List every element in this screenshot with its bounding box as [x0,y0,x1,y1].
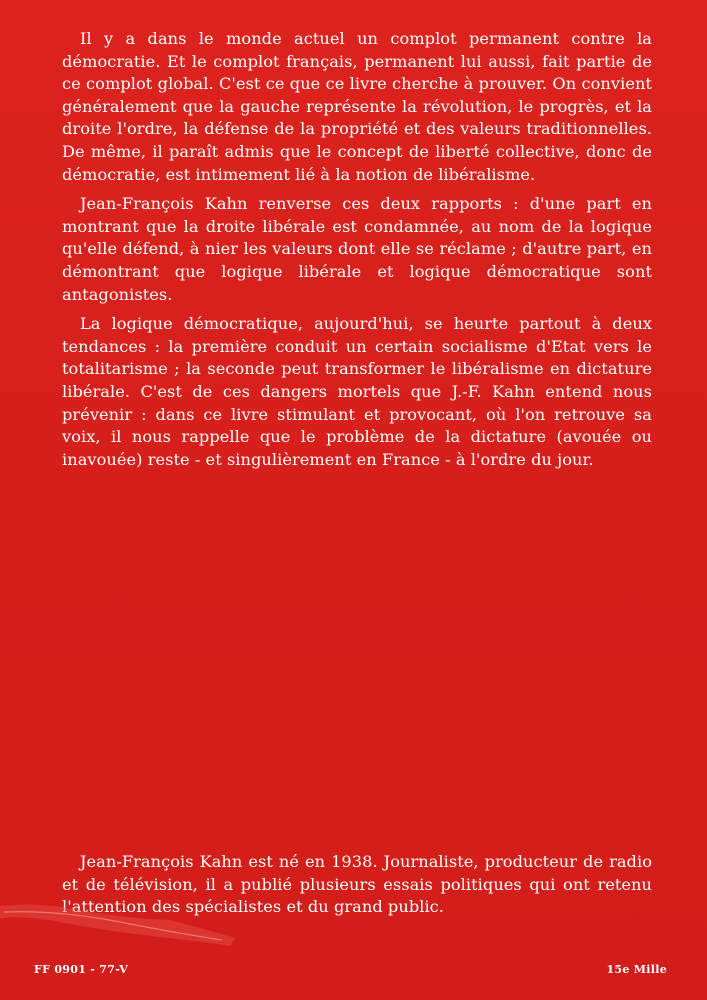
blurb-paragraph-3: La logique démocratique, aujourd'hui, se heurte partout à deux tendances : la première conduit un certain socialisme d'Etat vers le totalitarisme ; la seconde peut transformer le libéralisme en dictature libérale. C'est de ces dangers mortels que J.-F. Kahn entend nous prévenir : dans ce livre stimulant et provocant, où l'on retrouve sa voix, il nous rappelle que le problème de la dictature (avouée ou inavouée) reste - et singulièrement en France - à l'ordre du jour. [62,314,652,469]
blurb-text [62,28,652,478]
catalog-code: FF 0901 - 77-V [34,963,129,976]
blurb-paragraph-1: Il y a dans le monde actuel un complot permanent contre la démocratie. Et le complot français, permanent lui aussi, fait partie de ce complot global. C'est ce que ce livre cherche à prouver. On convient généralement que la gauche représente la révolution, le progrès, et la droite l'ordre, la défense de la propriété et des valeurs traditionnelles. De même, il paraît admis que le concept de liberté collective, donc de démocratie, est intimement lié à la notion de libéralisme. [62,29,652,184]
printing-count: 15e Mille [606,963,667,976]
blurb-paragraph-2: Jean-François Kahn renverse ces deux rapports : d'une part en montrant que la droite libérale est condamnée, au nom de la logique qu'elle défend, à nier les valeurs dont elle se réclame ; d'autre part, en démontrant que logique libérale et logique démocratique sont antagonistes. [62,194,652,304]
author-bio [62,851,652,926]
author-bio-text: Jean-François Kahn est né en 1938. Journaliste, producteur de radio et de télévision, il a publié plusieurs essais politiques qui ont retenu l'attention des spécialistes et du grand public. [62,852,652,917]
